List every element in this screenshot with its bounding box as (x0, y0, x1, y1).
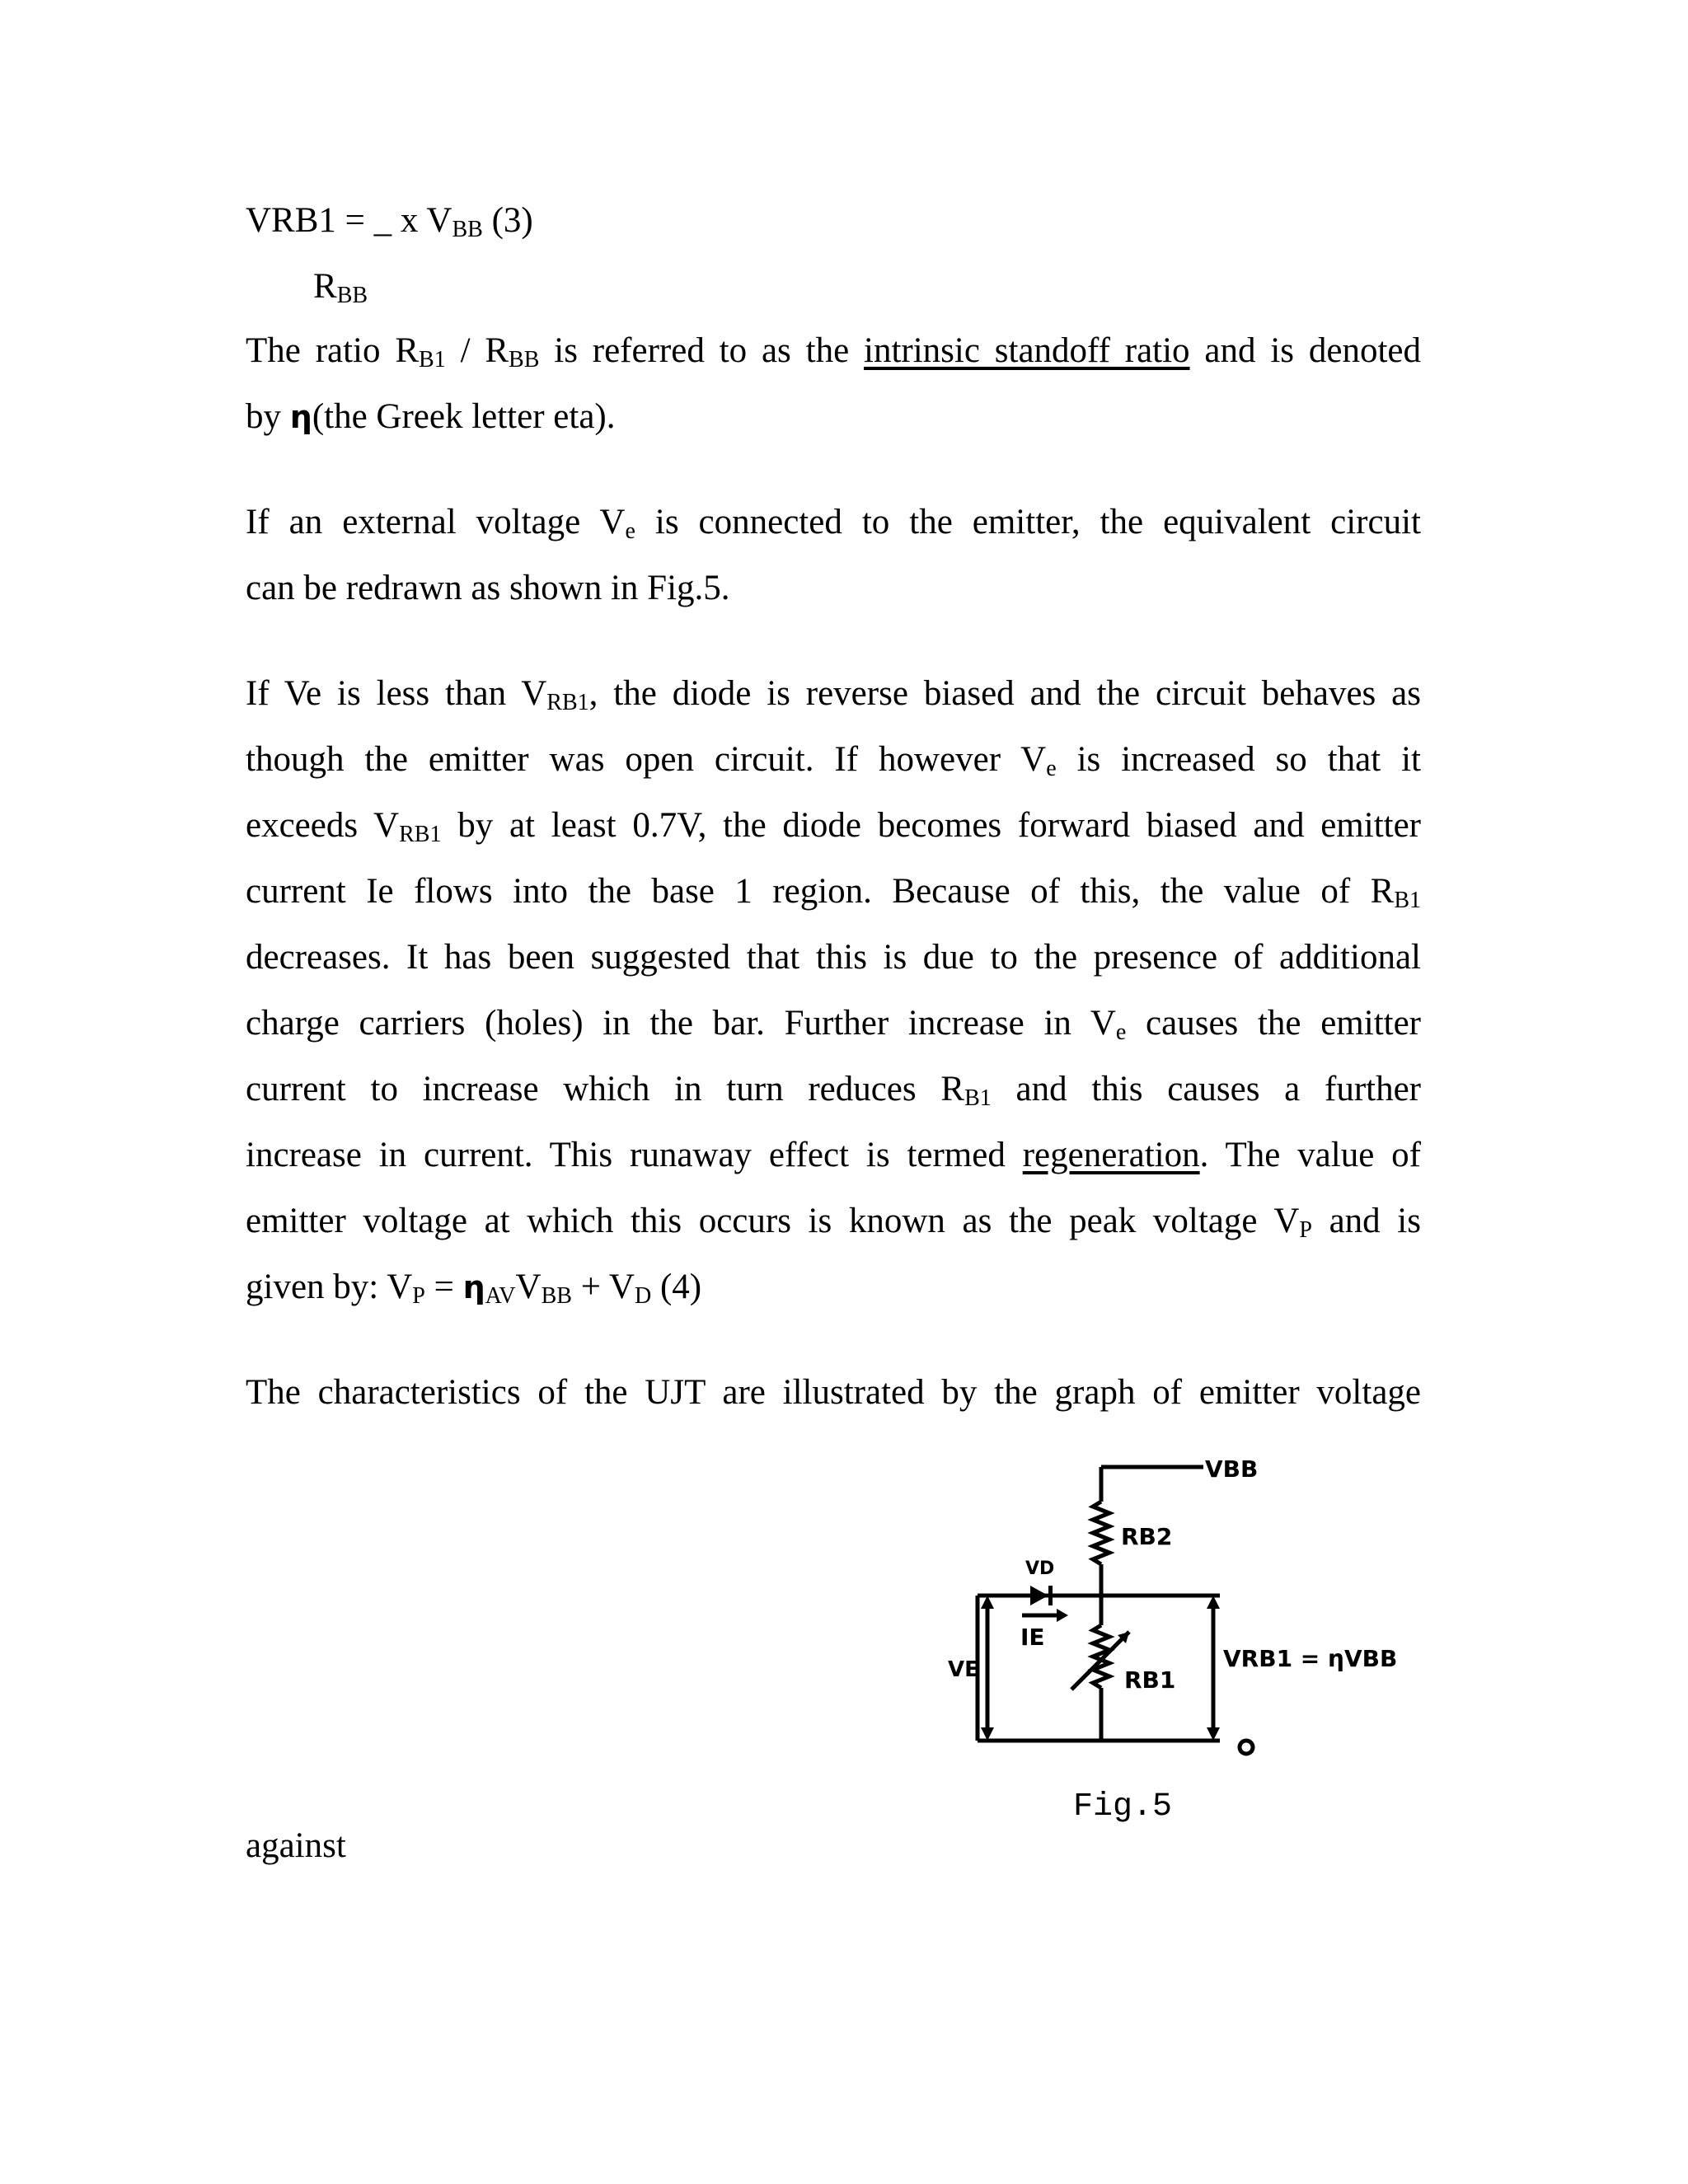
rb2-resistor (1093, 1502, 1109, 1564)
term-regeneration: regeneration (1022, 1136, 1200, 1174)
label-ie: IE (1020, 1624, 1045, 1651)
text: (4) (651, 1268, 702, 1306)
eta-symbol: η (462, 1269, 485, 1305)
subscript: P (1299, 1217, 1312, 1243)
text: decreases. It has been suggested that this is due to the presence of additional (246, 938, 1421, 977)
text: = (424, 1268, 463, 1306)
text: is referred to as the (539, 331, 865, 370)
eta-symbol: η (289, 399, 312, 435)
ie-arrowhead (1057, 1609, 1068, 1622)
text: given by: V (246, 1268, 413, 1306)
text: exceeds V (246, 806, 400, 845)
text: by (246, 397, 290, 436)
label-rb1: RB1 (1124, 1666, 1176, 1694)
output-terminal (1240, 1741, 1253, 1754)
subscript: e (1115, 1019, 1127, 1045)
subscript: D (634, 1283, 652, 1309)
eq3-denominator-sub: BB (336, 283, 368, 308)
subscript: BB (509, 347, 540, 373)
text: against (246, 1826, 346, 1865)
text: / R (445, 331, 509, 370)
text: The ratio R (246, 331, 420, 370)
subscript: AV (485, 1283, 516, 1309)
subscript: B1 (419, 347, 446, 373)
text: If an external voltage V (246, 503, 626, 541)
diode-bar (1048, 1586, 1053, 1605)
label-vrb1 (1223, 1645, 1397, 1672)
vrb1-text: VRB1 = (1223, 1645, 1329, 1672)
text: V (515, 1268, 542, 1306)
vrb1-vbb: VBB (1343, 1645, 1398, 1672)
text: by at least 0.7V, the diode becomes forward biased and emitter (441, 806, 1422, 845)
label-vbb: VBB (1205, 1455, 1259, 1483)
text: If Ve is less than V (246, 674, 547, 713)
subscript: e (625, 518, 635, 544)
text: and this causes a further (991, 1070, 1421, 1108)
subscript: e (1046, 756, 1057, 781)
text: emitter voltage at which this occurs is known as the peak voltage V (246, 1202, 1300, 1240)
subscript: B1 (964, 1085, 992, 1111)
text: though the emitter was open circuit. If however V (246, 740, 1047, 779)
text: charge carriers (holes) in the bar. Further increase in V (246, 1004, 1116, 1043)
subscript: P (412, 1283, 425, 1309)
eq3-sub: BB (452, 217, 483, 242)
text: current Ie flows into the base 1 region. Because of this, the value of R (246, 872, 1395, 911)
figure-caption: Fig.5 (1073, 1788, 1173, 1825)
text: , the diode is reverse biased and the circuit behaves as (588, 674, 1421, 713)
term-intrinsic-standoff-ratio: intrinsic standoff ratio (864, 331, 1190, 370)
label-rb2: RB2 (1121, 1523, 1173, 1550)
text: The characteristics of the UJT are illustrated by the graph of emitter voltage (246, 1373, 1421, 1412)
text: + V (571, 1268, 635, 1306)
eq3-tail: (3) (482, 201, 533, 240)
text: is increased so that it (1056, 740, 1421, 779)
text: (the Greek letter eta). (312, 397, 616, 436)
text: current to increase which in turn reduces R (246, 1070, 965, 1108)
text: increase in current. This runaway effect is termed (246, 1136, 1023, 1174)
eq3-denominator: R (313, 267, 337, 306)
subscript: BB (541, 1283, 572, 1309)
text: . The value of (1199, 1136, 1422, 1174)
diode-icon (1030, 1586, 1048, 1605)
eta-symbol: η (1328, 1645, 1344, 1672)
text: can be redrawn as shown in Fig.5. (246, 569, 730, 607)
subscript: RB1 (546, 690, 589, 715)
subscript: B1 (1394, 888, 1421, 913)
label-vd: VD (1025, 1558, 1055, 1579)
text: and is (1311, 1202, 1421, 1240)
label-ve: VE (948, 1657, 979, 1682)
text: causes the emitter (1126, 1004, 1421, 1043)
text: and is denoted (1189, 331, 1421, 370)
eq3-lhs: VRB1 = _ x V (246, 201, 452, 240)
subscript: RB1 (399, 822, 442, 847)
text: is connected to the emitter, the equivalent circuit (635, 503, 1421, 541)
